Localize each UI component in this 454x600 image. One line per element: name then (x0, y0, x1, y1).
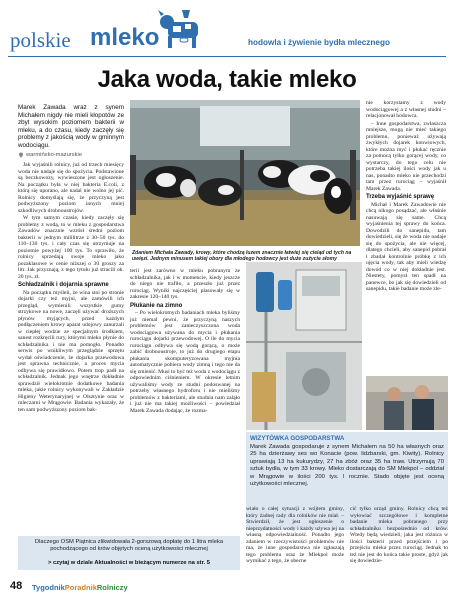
column-2 (130, 268, 240, 415)
location-pin-icon (18, 152, 24, 158)
publication-word-1: Tygodnik (32, 583, 65, 592)
paragraph: Jak wyjaśnili rolnicy, już od trzech miesięcy woda nie nadaje się do spożycia. Podstawione są beczkowozy, wywieszone jest ogłoszenie. Na początku była w niej bakteria E.coli, z którą się uporano, ale nadal nie wolno jej pić. Rolnicy domyślają się, że przyczyną jest podwyższony poziom innych mniej szkodliwych drobnoustrojów. (18, 162, 124, 214)
article-lead: Marek Zawada wraz z synem Michałem nigdy nie mieli kłopotów ze zbyt wysokim poziomem bakterii w mleku, a do czasu, kiedy zaczęły się problemy z jakością wody w gminnym wodociągu. (18, 104, 124, 149)
cross-reference-link[interactable]: > czytaj w dziale Aktualności w bieżącym numerze na str. 5 (48, 560, 210, 566)
paragraph: Michał i Marek Zawadowie nie chcą nikogo posądzać, ale właśnie nasuwają się same. Chcą wyjaśnienia tej sprawy do końca. Dowodzili do sanepidu, tam dowiedzieli, się że woda nie nadaje się do spożycia, ale nie więcej, dlatego chcieli, aby sanepid pobrał i zbadał kontrolnie próbkę z ich ujęcia wody, tak aby mieli wiedzę dowód co w niej dokładnie jest. Niestety, pomysł ten spadł na panewce, bo jak się dowiedzieli od sanepidu, takie badanie może zle- (366, 201, 446, 292)
subheading-wyjasnic: Trzeba wyjaśnić sprawę (366, 194, 435, 200)
photo-caption-cows: Zdaniem Michała Zawady, krowy, które chodzą luzem znacznie łatwiej się cieląd od tych na uwięzi. Jednym minusem takiej obory dla młodego hodowcy jest duże zużycie słomy (132, 250, 352, 263)
logo-word-polskie: polskie (10, 28, 71, 52)
article-title: Jaka woda, takie mleko (97, 66, 357, 93)
cross-reference-box[interactable] (18, 536, 240, 570)
subheading-plukanie: Płukanie na zimno (130, 302, 183, 309)
paragraph: wiało o całej sytuacji z wójtem gminy, który żadnej rady dla rolników nie miał. – Stwierdził, że jest ogłoszenie o nieprzydatności wody i każdy używa jej na własną odpowiedzialność. Ponadto jego zdaniem w rzeczywistości problemów nie ma, że inne gospodarstwa nie zgłaszają tego problemu oraz że Mlekpol może wymikać z tego, że obecne (246, 506, 344, 564)
cross-reference-text: Dlaczego OSM Piątnica zlikwidowała 2-gorszową dopłatę do 1 litra mleka pochodzącego od krów objętych oceną użytkowości mlecznej (34, 539, 224, 552)
region-text: warmińsko-mazurskie (26, 152, 83, 158)
paragraph: W tym samym czasie, kiedy zaczęły się problemy z wodą, to w mleku z gospodarstwa Zawadów znacznie wzrósł średni poziom bakterii w jednym mililitrze z 30–50 tys. do 110–130 tys. i cały czas się utrzymuje na poziomie powyżej 100 tys. To sprawiło, że rolnicy sprzedają swoje mleko jako pozaklasowe w cenie niższej o 30 groszy za litr. Jak przyznają, z tego tytułu już stracili ok. 20 tys. zł. (18, 215, 124, 280)
photo-milking-equipment (246, 262, 362, 430)
section-tagline: hodowla i żywienie bydła mlecznego (248, 38, 390, 47)
paragraph: terii jest zarówno w mleku pobranym ze schładzalnika, jak i w momencie, kiedy jeszcze do niego nie trafiło, a przeszło już przez rurociąg. Wyniki najczęściej plasowały się w zakresie 120–140 tys. (130, 268, 240, 300)
farm-profile-title: WIZYTÓWKA GOSPODARSTWA (250, 435, 345, 442)
region-label (18, 152, 124, 158)
publication-name (32, 583, 128, 592)
subheading-schladzalnik: Schładzalnik i dojarnia sprawne (18, 282, 109, 288)
paragraph: nie korzystamy z wody wodociągowej a z własnej studni – relacjonował hodowca. (366, 100, 446, 119)
column-4-continued (350, 506, 448, 566)
header (0, 0, 454, 60)
logo-word-mleko: mleko (90, 24, 160, 51)
farm-profile-text: Marek Zawada gospodaruje z synem Michałem na 50 ha własnych oraz 25 ha dzierżawy ses wo Konacie (pow. lidzbarski, gm. Kiwity). Rolnicy uprawiają 13 ha kukurydzy, 27 ha zbóż oraz 35 ha traw. Utrzymują 70 sztuk bydła, w tym 33 krowy. Mleko dostarczają do SM Mlekpol – oddział w Mrągowie w ilości 200 tys. l rocznie. Stado objęte jest oceną użytkowości mlecznej. (250, 444, 444, 488)
paragraph: – Inne gospodarstwa, zwłaszcza mniejsze, mogą nie mieć takiego problemu, ponieważ używają zwykłych dojarek konwiowych, które można myć i płukać ręcznie za pomocą tylko gorącej wody, co wystarczy, do tego celu nie potrzeba takiej ilości wody jak u nas, ponadto mleko nie przechodzi tam przez rurociąg – wyjaśnił Marek Zawada. (366, 120, 446, 192)
page-number: 48 (10, 580, 23, 592)
photo-cows-barn (130, 100, 360, 246)
column-1 (18, 162, 124, 414)
column-3 (366, 100, 446, 294)
page-footer (0, 576, 454, 600)
photo-farmers (366, 376, 448, 430)
header-rule (8, 56, 446, 57)
cow-logo-icon (158, 8, 204, 50)
publication-word-2: Poradnik (64, 583, 97, 592)
paragraph: – Po wielokrotnych badaniach mleka byliśmy już niemal pewni, że przyczyną naszych problemów jest zanieczyszczona woda wodociągowa używana do mycia i płukania rurociągu dojarki przewodowej. O ile do mycia rurociągu odbywa się wodą gorącą, o może zabić drobnoustroje, to już do drugiego etapu płukania skomputeryzowana myjnia automatycznie pobiera wody zimną i tego nie da się zmienić. Musi to być też woda z wodociągu z odpowiednim ciśnieniem. W okresie letnim używaliśmy wody ze studni podoswanej na potrzeby własnego hydroforu i nie mieliśmy problemów z bakteriami, ale studnia nam zaląło i już nie ma takiej możliwości – powiedział Marek Zawada dodając, że rozma- (130, 310, 240, 414)
paragraph: cić tylko urząd gminy. Rolnicy chcą też wyłowiać szczegółowe i kompletne badanie mleka pobranego przy schładzalniku bezpośrednio od krów. Wtedy będą wiedzieli, jaka jest różnica w ilości bakterii przed przejściem i po przejściu mleka przez rurociąg. Jednak to też nie jest do końca takie proste, gdyż jak się dowiedzie- (350, 506, 448, 564)
column-3-continued (246, 506, 344, 566)
publication-word-3: Rolniczy (96, 583, 128, 592)
paragraph: Na początku myśleli, że wina stoi po stronie dojarki czy też myjni, ale zamówili ich przegląd, wymienili wszystkie gumy strzykowe na nowe, zaczęli używać droższych płynów myjących, przed każdym podłączeniem krowy aparat udojowy zanurzali w ciepłej wodzie ze specjalnym środkiem, sanest rozkręcili rury, którymi mleko płynie do schładzalnika i nie ma pomogło. Ponadto serwis po wnikliwym przeglądzie sprzętu wydał oświadczenie, że dojarka przewodowa jest sprawna technicznie, a proces mycia odbywa się prawidłowo. Potem trop padł na schładzalnik. Jednak jego wnętrze dokładnie sprawdził wielokrotnie dodatkowe badania mleka, jakie rolnicy wykonywali w Zakładzie Higieny Weterynaryjnej w Olsztynie oraz w mleczarni w Mrągowie. Badania wykazały, że ten sam podwyższony poziom bak- (18, 289, 124, 413)
